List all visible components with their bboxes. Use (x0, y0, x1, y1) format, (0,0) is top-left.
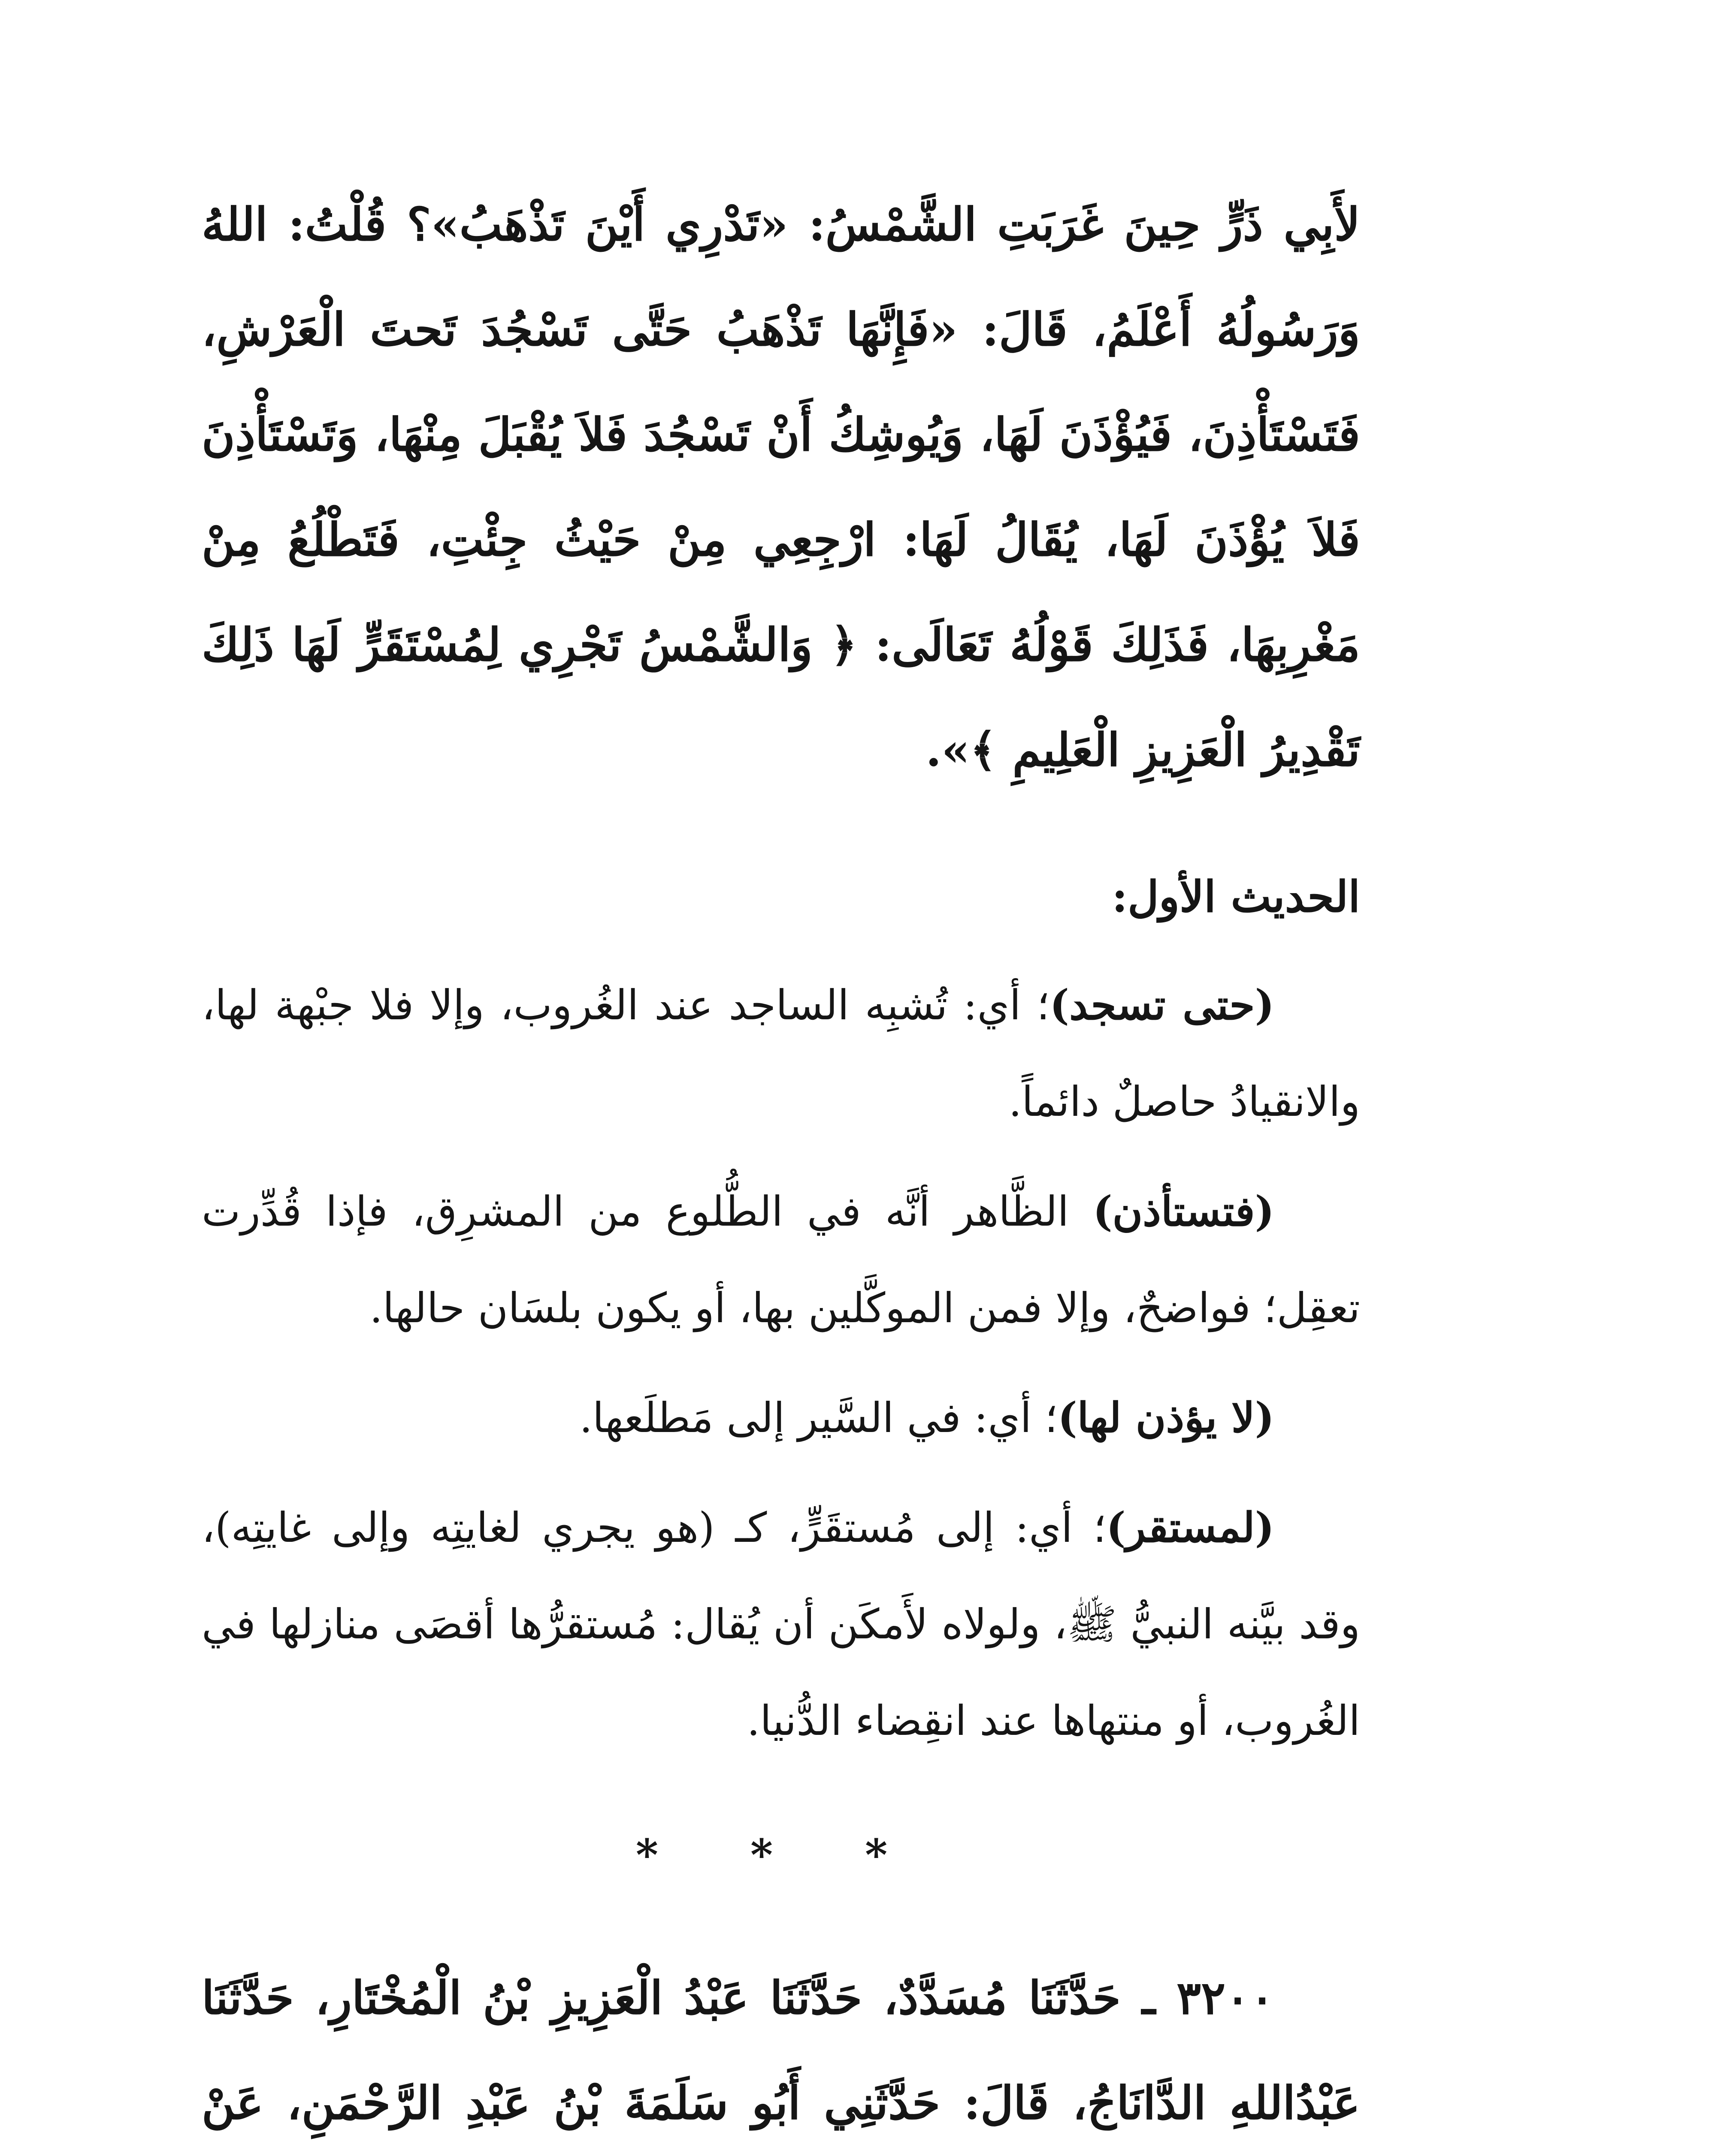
commentary-paragraph-3 (202, 1369, 1360, 1466)
commentary-paragraph-2 (202, 1163, 1360, 1356)
commentary-text: ؛ أي: تُشبِه الساجد عند الغُروب، وإلا فلا جبْهة لها، والانقيادُ حاصلٌ دائماً. (202, 981, 1360, 1126)
commentary-text: ؛ أي: إلى مُستقَرٍّ، كـ (هو يجري لغايتِه وإلى غايتِه)، وقد بيَّنه النبيُّ ﷺ، ولولاه لأَمكَن أن يُقال: مُستقرُّها أقصَى منازلها في الغُروب، أو منتهاها عند انقِضاء الدُّنيا. (202, 1504, 1361, 1745)
commentary-term: (حتى تسجد) (1049, 981, 1275, 1029)
commentary-text: الظَّاهر أنَّه في الطُّلوع من المشرِق، فإذا قُدِّرت تعقِل؛ فواضحٌ، وإلا فمن الموكَّلين بها، أو يكون بلسَان حالها. (202, 1187, 1360, 1332)
commentary-term: (لا يؤذن لها) (1058, 1393, 1274, 1442)
commentary-term: (فتستأذن) (1093, 1187, 1274, 1236)
hadith-continuation (202, 172, 1360, 802)
section-title: الحديث الأول: (1112, 871, 1360, 922)
commentary-term: (لمستقر) (1106, 1503, 1274, 1552)
commentary-paragraph-4 (202, 1479, 1360, 1769)
section-separator: * * * (635, 1830, 926, 1880)
commentary-paragraph-1 (202, 957, 1360, 1150)
next-hadith: ٣٢٠٠ ـ حَدَّثَنَا مُسَدَّدٌ، حَدَّثَنَا عَبْدُ الْعَزِيزِ بْنُ الْمُخْتَارِ، حَدَّثَنَا عَبْدُاللهِ الدَّانَاجُ، قَالَ: حَدَّثَنِي أَبُو سَلَمَةَ بْنُ عَبْدِ الرَّحْمَنِ، عَنْ (202, 1971, 1360, 2130)
book-page (202, 172, 1360, 2145)
commentary-text: ؛ أي: في السَّير إلى مَطلَعها. (579, 1394, 1058, 1442)
quran-end: ». (925, 723, 970, 776)
quran-verse: ﴿ وَالشَّمْسُ تَجْرِي لِمُسْتَقَرٍّ لَهَا ذَلِكَ تَقْدِيرُ الْعَزِيزِ الْعَلِيمِ ﴾ (202, 618, 1360, 776)
hadith-text: لأَبِي ذَرٍّ حِينَ غَرَبَتِ الشَّمْسُ: «تَدْرِي أَيْنَ تَذْهَبُ»؟ قُلْتُ: اللهُ وَرَسُولُهُ أَعْلَمُ، قَالَ: «فَإِنَّهَا تَذْهَبُ حَتَّى تَسْجُدَ تَحتَ الْعَرْشِ، فَتَسْتَأْذِنَ، فَيُؤْذَنَ لَهَا، وَيُوشِكُ أَنْ تَسْجُدَ فَلاَ يُقْبَلَ مِنْهَا، وَتَسْتَأْذِنَ فَلاَ يُؤْذَنَ لَهَا، يُقَالُ لَهَا: ارْجِعِي مِنْ حَيْثُ جِئْتِ، فَتَطْلُعُ مِنْ مَغْرِبِهَا، فَذَلِكَ قَوْلُهُ تَعَالَى: (202, 197, 1360, 671)
